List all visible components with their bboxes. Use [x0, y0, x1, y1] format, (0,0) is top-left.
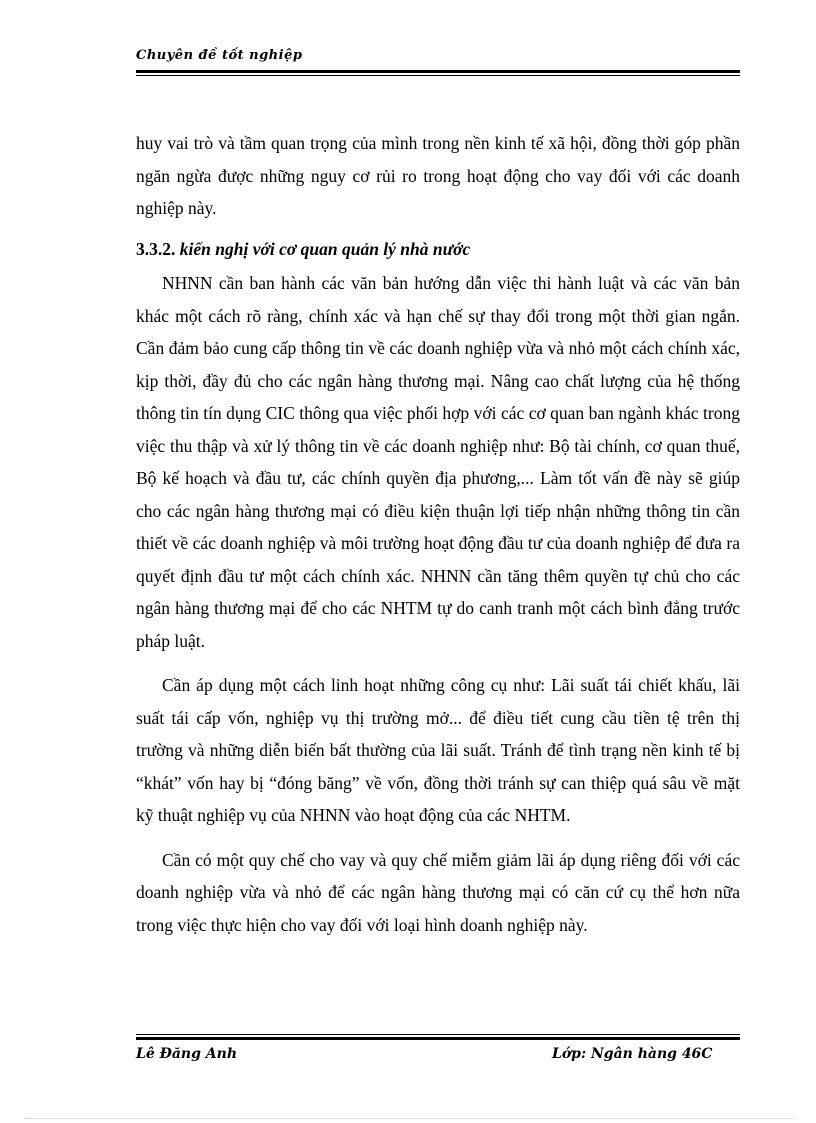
paragraph-1: NHNN cần ban hành các văn bản hướng dẫn việc thi hành luật và các văn bản khác một cách rõ ràng, chính xác và hạn chế sự thay đổi trong một thời gian ngắn. Cần đảm bảo cung cấp thông tin về các doanh nghiệp vừa và nhỏ một cách chính xác, kịp thời, đầy đủ cho các ngân hàng thương mại. Nâng cao chất lượng của hệ thống thông tin tín dụng CIC thông qua việc phối hợp với các cơ quan ban ngành khác trong việc thu thập và xử lý thông tin về các doanh nghiệp như: Bộ tài chính, cơ quan thuế, Bộ kế hoạch và đầu tư, các chính quyền địa phương,... Làm tốt vấn đề này sẽ giúp cho các ngân hàng thương mại có điều kiện thuận lợi tiếp nhận những thông tin cần thiết về các doanh nghiệp và môi trường hoạt động đầu tư của doanh nghiệp để đưa ra quyết định đầu tư một cách chính xác. NHNN cần tăng thêm quyền tự chủ cho các ngân hàng thương mại để cho các NHTM tự do canh tranh một cách bình đẳng trước pháp luật. — [136, 273, 740, 651]
paragraph-3: Cần có một quy chế cho vay và quy chế miễm giảm lãi áp dụng riêng đối với các doanh nghiệp vừa và nhỏ để các ngân hàng thương mại có căn cứ cụ thể hơn nữa trong việc thực hiện cho vay đối với loại hình doanh nghiệp này. — [136, 849, 740, 935]
footer-author: Lê Đăng Anh — [136, 1046, 237, 1062]
paragraph-gap — [136, 832, 740, 844]
paragraph-gap — [136, 657, 740, 669]
header-rule-thick — [136, 70, 740, 73]
header-title: Chuyên đề tốt nghiệp — [136, 48, 303, 63]
paragraph-2: Cần áp dụng một cách linh hoạt những công cụ như: Lãi suất tái chiết khấu, lãi suất tái cấp vốn, nghiệp vụ thị trường mở... để điều tiết cung cầu tiền tệ trên thị trường và những diễn biến bất thường của lãi suất. Tránh để tình trạng nền kinh tế bị “khát” vốn hay bị “đóng băng” về vốn, đồng thời tránh sự can thiệp quá sâu về mặt kỹ thuật nghiệp vụ của NHNN vào hoạt động của các NHTM. — [136, 675, 740, 825]
section-number: 3.3.2. — [136, 238, 176, 259]
body-text — [136, 127, 740, 941]
footer-rule-thin — [136, 1034, 740, 1035]
section-heading — [136, 233, 740, 266]
page-bottom-dotted-line — [24, 1118, 794, 1119]
header-rule-thin — [136, 75, 740, 76]
footer-class-label: Lớp: Ngân hàng 46C — [552, 1046, 713, 1062]
footer-rule-thick — [136, 1037, 740, 1040]
paragraph-continued: huy vai trò và tầm quan trọng của mình trong nền kinh tế xã hội, đồng thời góp phần ngăn ngừa được những nguy cơ rủi ro trong hoạt động cho vay đối với các doanh nghiệp này. — [136, 133, 740, 218]
section-title: kiến nghị với cơ quan quản lý nhà nước — [179, 238, 471, 259]
